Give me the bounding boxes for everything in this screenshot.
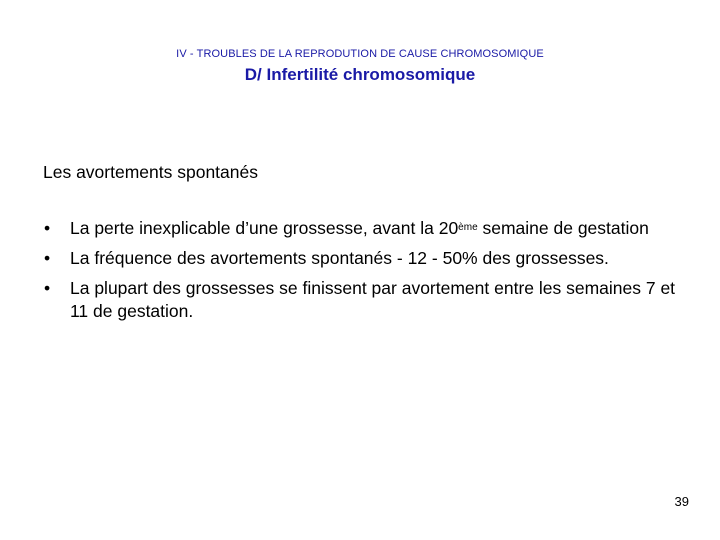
bullet-text: La fréquence des avortements spontanés - 12 - 50% des grossesses. bbox=[70, 248, 609, 268]
bullet-item-1 bbox=[44, 217, 684, 240]
bullet-item-3 bbox=[44, 277, 684, 323]
bullet-marker: • bbox=[44, 278, 51, 298]
subtitle: Les avortements spontanés bbox=[43, 162, 258, 182]
bullet-item-2 bbox=[44, 247, 684, 270]
bullet-text-part: semaine de gestation bbox=[477, 218, 649, 238]
bullet-text: La plupart des grossesses se finissent par avortement entre les semaines 7 et 11 de gestation. bbox=[70, 278, 676, 321]
bullet-list bbox=[44, 217, 684, 330]
slide-title: D/ Infertilité chromosomique bbox=[244, 65, 476, 84]
page-number: 39 bbox=[674, 494, 689, 509]
section-title: IV - TROUBLES DE LA REPRODUTION DE CAUSE CHROMOSOMIQUE bbox=[176, 48, 544, 60]
bullet-text-part: La perte inexplicable d’une grossesse, avant la 20 bbox=[70, 218, 459, 238]
bullet-marker: • bbox=[44, 218, 51, 238]
bullet-marker: • bbox=[44, 248, 51, 268]
superscript: ème bbox=[458, 222, 478, 233]
